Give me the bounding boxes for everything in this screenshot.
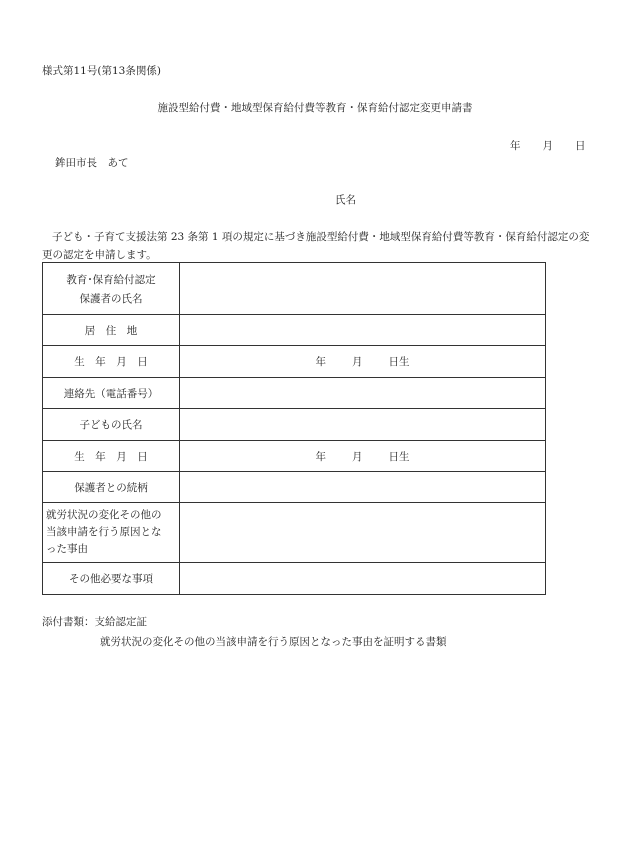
birth-year-label: 年 <box>315 356 326 368</box>
table-row <box>43 503 546 563</box>
change-reason-label-line2: 当該申請を行う原因とな <box>46 526 162 538</box>
guardian-name-field[interactable] <box>180 263 546 315</box>
guardian-birthdate-field[interactable] <box>180 346 546 378</box>
application-date <box>510 138 586 153</box>
document-title: 施設型給付費・地域型保育給付費等教育・保育給付認定変更申請書 <box>157 102 473 114</box>
relationship-field[interactable] <box>180 472 546 503</box>
guardian-name-label-line1: 教育･保育給付認定 <box>66 273 156 286</box>
attachments-label: 添付書類：支給認定証 <box>42 616 147 628</box>
date-month: 月 <box>542 140 553 152</box>
other-matters-field[interactable] <box>180 563 546 595</box>
body-text <box>42 228 590 264</box>
addressee: 鉾田市長 あて <box>55 157 129 169</box>
application-table <box>42 262 546 595</box>
birth-day-label: 日生 <box>388 450 410 463</box>
table-row <box>43 263 546 315</box>
change-reason-field[interactable] <box>180 503 546 563</box>
address-label: 居 住 地 <box>43 315 180 346</box>
birth-month-label: 月 <box>352 450 363 463</box>
table-row <box>43 378 546 409</box>
change-reason-label-line3: った事由 <box>46 543 88 555</box>
table-row <box>43 472 546 503</box>
child-name-label: 子どもの氏名 <box>43 409 180 441</box>
table-row <box>43 409 546 441</box>
child-birthdate-label: 生 年 月 日 <box>43 441 180 472</box>
change-reason-label <box>43 503 180 563</box>
table-row <box>43 441 546 472</box>
birth-year-label: 年 <box>315 450 326 463</box>
guardian-name-label <box>43 263 180 315</box>
guardian-name-label-line2: 保護者の氏名 <box>79 292 143 305</box>
form-number: 様式第11号(第13条関係) <box>42 65 161 77</box>
table-row <box>43 563 546 595</box>
body-text-content: 子ども・子育て支援法第 23 条第 1 項の規定に基づき施設型給付費・地域型保育給付費等教育・保育給付認定の変更の認定を申請します。 <box>42 231 590 261</box>
guardian-birthdate-label: 生 年 月 日 <box>43 346 180 378</box>
other-matters-label: その他必要な事項 <box>43 563 180 595</box>
attachments-item: 就労状況の変化その他の当該申請を行う原因となった事由を証明する書類 <box>100 636 447 648</box>
birth-day-label: 日生 <box>388 356 410 368</box>
date-year: 年 <box>510 140 521 152</box>
contact-label: 連絡先（電話番号） <box>43 378 180 409</box>
table-row <box>43 346 546 378</box>
table-row <box>43 315 546 346</box>
birth-month-label: 月 <box>352 356 363 368</box>
applicant-name-label: 氏名 <box>335 194 356 206</box>
change-reason-label-line1: 就労状況の変化その他の <box>46 509 162 521</box>
address-field[interactable] <box>180 315 546 346</box>
child-name-field[interactable] <box>180 409 546 441</box>
relationship-label: 保護者との続柄 <box>43 472 180 503</box>
child-birthdate-field[interactable] <box>180 441 546 472</box>
contact-field[interactable] <box>180 378 546 409</box>
date-day: 日 <box>575 140 586 152</box>
